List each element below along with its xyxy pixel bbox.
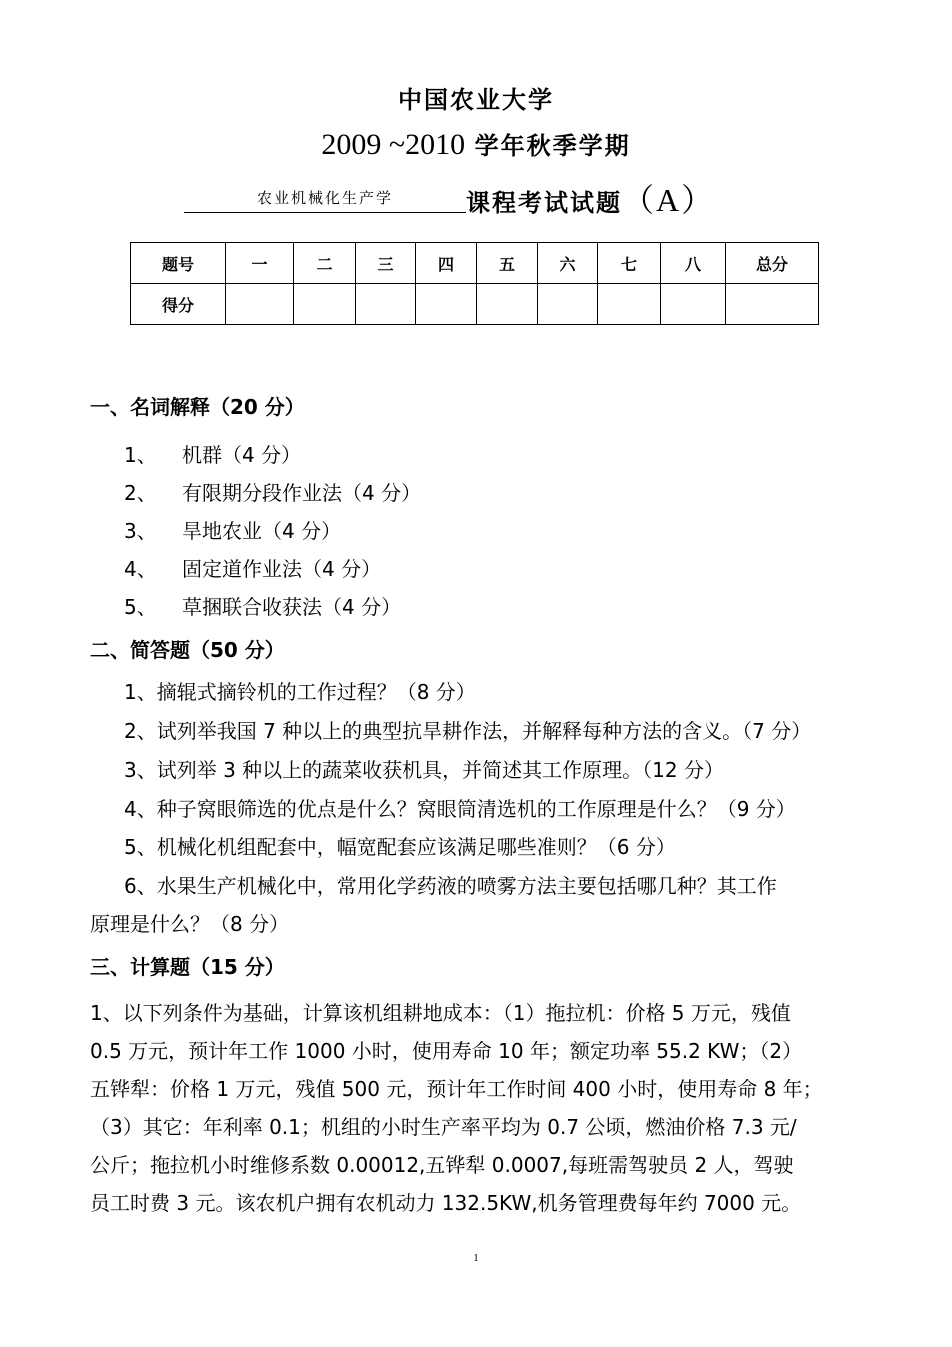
item-number: 4、	[124, 557, 157, 581]
item-text: 草捆联合收获法（4 分）	[182, 595, 402, 619]
list-item	[124, 477, 421, 506]
item-number: 1、	[124, 443, 157, 467]
score-row-label: 得分	[131, 284, 226, 325]
problem-line: 1、以下列条件为基础，计算该机组耕地成本：（1）拖拉机：价格 5 万元，残值	[90, 1001, 791, 1025]
score-cell	[726, 284, 819, 325]
question-line: 原理是什么？（8 分）	[90, 912, 290, 936]
item-text: 固定道作业法（4 分）	[182, 557, 382, 581]
score-header-cell: 四	[416, 243, 477, 284]
score-header-cell: 题号	[131, 243, 226, 284]
paper-version: （A）	[622, 182, 716, 218]
exam-title-text: 课程考试试题	[466, 189, 622, 217]
section-3-title: 三、计算题（15 分）	[90, 955, 285, 979]
item-text: 旱地农业（4 分）	[182, 519, 342, 543]
score-header-cell: 二	[294, 243, 356, 284]
question-line: 5、机械化机组配套中，幅宽配套应该满足哪些准则？（6 分）	[124, 835, 676, 859]
section-1-title: 一、名词解释（20 分）	[90, 395, 305, 419]
score-cell	[477, 284, 538, 325]
question-line: 2、试列举我国 7 种以上的典型抗旱耕作法，并解释每种方法的含义。（7 分）	[124, 719, 812, 743]
score-cell	[661, 284, 726, 325]
problem-line: 五铧犁：价格 1 万元，残值 500 元，预计年工作时间 400 小时，使用寿命 8 年；	[90, 1077, 823, 1101]
item-number: 2、	[124, 481, 157, 505]
score-header-cell: 一	[226, 243, 294, 284]
problem-line: 公斤；拖拉机小时维修系数 0.00012,五铧犁 0.0007,每班需驾驶员 2 人，驾驶	[90, 1153, 794, 1177]
item-number: 3、	[124, 519, 157, 543]
score-header-cell: 六	[538, 243, 598, 284]
score-cell	[538, 284, 598, 325]
exam-title	[466, 175, 715, 221]
question-line: 3、试列举 3 种以上的蔬菜收获机具，并简述其工作原理。（12 分）	[124, 758, 724, 782]
course-title-line	[184, 175, 784, 218]
score-header-cell: 七	[598, 243, 661, 284]
score-header-cell: 三	[356, 243, 416, 284]
page-number: 1	[473, 1252, 479, 1264]
score-table	[130, 242, 819, 325]
problem-line: 0.5 万元，预计年工作 1000 小时，使用寿命 10 年；额定功率 55.2 KW；（2）	[90, 1039, 803, 1063]
question-line: 6、水果生产机械化中，常用化学药液的喷雾方法主要包括哪几种？其工作	[124, 874, 777, 898]
item-text: 机群（4 分）	[182, 443, 302, 467]
score-header-cell: 总分	[726, 243, 819, 284]
problem-line: （3）其它：年利率 0.1；机组的小时生产率平均为 0.7 公顷，燃油价格 7.3 元/	[90, 1115, 797, 1139]
item-text: 有限期分段作业法（4 分）	[182, 481, 422, 505]
list-item	[124, 553, 381, 582]
semester-line	[0, 126, 952, 162]
list-item	[124, 439, 301, 468]
course-name: 农业机械化生产学	[184, 187, 466, 213]
school-name: 中国农业大学	[398, 86, 554, 114]
score-cell	[356, 284, 416, 325]
score-cell	[598, 284, 661, 325]
score-cell	[226, 284, 294, 325]
academic-year: 2009 ~2010	[321, 128, 466, 161]
score-table-header-row	[131, 243, 819, 284]
list-item	[124, 515, 341, 544]
semester-label: 学年秋季学期	[474, 132, 631, 160]
score-header-cell: 八	[661, 243, 726, 284]
item-number: 5、	[124, 595, 157, 619]
problem-line: 员工时费 3 元。该农机户拥有农机动力 132.5KW,机务管理费每年约 7000 元。	[90, 1191, 802, 1215]
question-line: 4、种子窝眼筛选的优点是什么？窝眼筒清选机的工作原理是什么？（9 分）	[124, 797, 796, 821]
score-cell	[416, 284, 477, 325]
question-line: 1、摘辊式摘铃机的工作过程？（8 分）	[124, 680, 476, 704]
score-table-score-row	[131, 284, 819, 325]
section-2-title: 二、简答题（50 分）	[90, 638, 285, 662]
score-header-cell: 五	[477, 243, 538, 284]
list-item	[124, 591, 401, 620]
score-cell	[294, 284, 356, 325]
